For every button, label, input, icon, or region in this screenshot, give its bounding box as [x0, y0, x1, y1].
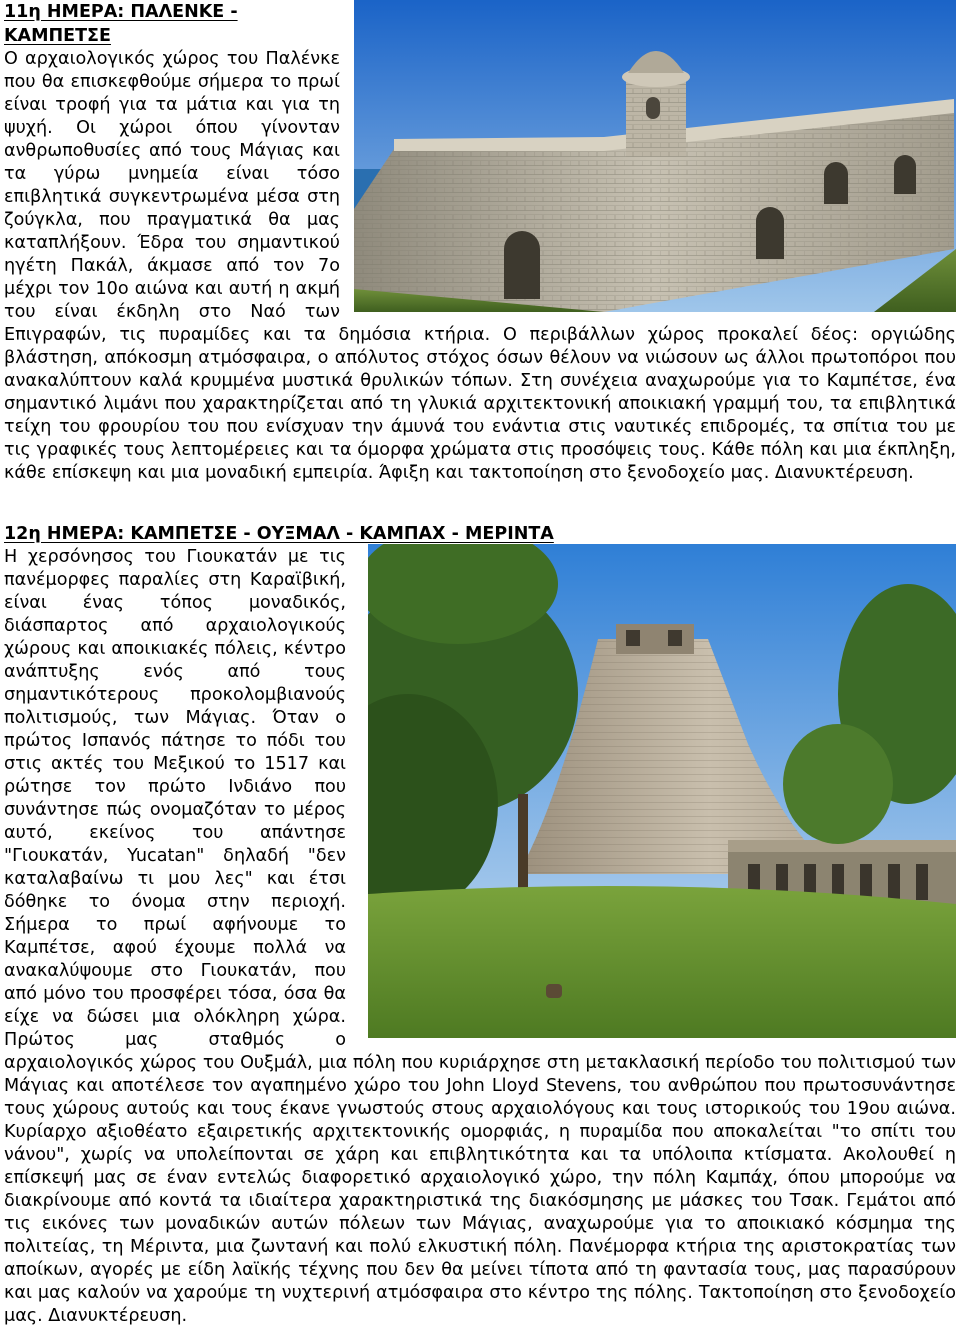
day-12-heading: 12η ΗΜΕΡΑ: ΚΑΜΠΕΤΣΕ - ΟΥΞΜΑΛ - ΚΑΜΠΑΧ - ΜΕΡΙΝΤΑ [4, 524, 554, 544]
pyramid-illustration [368, 544, 956, 1038]
fort-illustration [354, 0, 956, 312]
day-12-section [4, 522, 956, 1328]
pyramid-photo [368, 544, 956, 1038]
day-11-heading: 11η ΗΜΕΡΑ: ΠΑΛΕΝΚΕ - ΚΑΜΠΕΤΣΕ [4, 2, 238, 46]
day-11-section [4, 0, 956, 485]
day-11-paragraph: Ο αρχαιολογικός χώρος του Παλένκε που θα επισκεφθούμε σήμερα το πρωί είναι τροφή για τα μάτια και για τη ψυχή. Οι χώροι όπου γίνονταν ανθρωποθυσίες από τους Μάγιας και τα γύρω μνημεία είναι τόσο επιβλητικά συγκεντρωμένα μέσα στη ζούγκλα, που πραγματικά θα μας καταπλήξουν. Έδρα του σημαντικού ηγέτη Πακάλ, άκμασε από τον 7ο μέχρι τον 10ο αιώνα και αυτή η ακμή του είναι έκδηλη στο Ναό των Επιγραφών, τις πυραμίδες και τα δημόσια κτήρια. Ο περιβάλλων χώρος προκαλεί δέος: οργιώδης βλάστηση, απόκοσμη ατμόσφαιρα, ο απόλυτος στόχος όσων θέλουν να νιώσουν ως άλλοι πρωτοπόροι που ανακαλύπτουν καλά κρυμμένα μυστικά θρυλικών τόπων. Στη συνέχεια αναχωρούμε για το Καμπέτσε, ένα σημαντικό λιμάνι που χαρακτηρίζεται από τη γλυκιά αρχιτεκτονική αποικιακή γραμμή του, τα επιβλητικά τείχη του φρουρίου του που ενίσχυαν την άμυνά του ενάντια στις ναυτικές επιδρομές, τα σπίτια του με τις γραφικές τους λεπτομέρειες και τα όμορφα χρώματα στις προσόψεις τους. Κάθε πόλη και μια έκπληξη, κάθε επίσκεψη και μια μοναδική εμπειρία. Άφιξη και τακτοποίηση στο ξενοδοχείο μας. Διανυκτέρευση. [4, 49, 956, 483]
day-12-paragraph: Η χερσόνησος του Γιουκατάν με τις πανέμορφες παραλίες στη Καραϊβική, είναι ένας τόπος μοναδικός, διάσπαρτος από αρχαιολογικούς χώρους και αποικιακές πόλεις, κέντρο ανάπτυξης ενός από τους σημαντικότερους προκολομβιανούς πολιτισμούς, των Μάγιας. Όταν ο πρώτος Ισπανός πάτησε το πόδι του στις ακτές του Μεξικού το 1517 και ρώτησε τον πρώτο Ινδιάνο που συνάντησε πώς ονομαζόταν το μέρος αυτό, εκείνος του απάντησε "Γιουκατάν, Yucatan" δηλαδή "δεν καταλαβαίνω τι μου λες" και έτσι δόθηκε το όνομα στην περιοχή. Σήμερα το πρωί αφήνουμε το Καμπέτσε, αφού έχουμε πολλά να ανακαλύψουμε στο Γιουκατάν, που από μόνο του προσφέρει τόσα, όσα θα είχε να δώσει μια ολόκληρη χώρα. Πρώτος μας σταθμός ο αρχαιολογικός χώρος του Ουξμάλ, μια πόλη που κυριάρχησε στη μετακλασική περίοδο του πολιτισμού των Μάγιας και αποτέλεσε τον αγαπημένο χώρο του John Lloyd Stevens, του ανθρώπου που πρωτοσυνάντησε τους χώρους αυτούς και τους έκανε γνωστούς στους αρχαιολόγους και τους ιστορικούς του 19ου αιώνα. Κυρίαρχο αξιοθέατο εξαιρετικής αρχιτεκτονικής ομορφιάς, η πυραμίδα που αποκαλείται "το σπίτι του νάνου", χωρίς να υπολείπονται σε χάρη και επιβλητικότητα και τα υπόλοιπα κτίσματα. Ακολουθεί η επίσκεψή μας σε έναν εντελώς διαφορετικό αρχαιολογικό χώρο, την πόλη Καμπάχ, όπου μπορούμε να διακρίνουμε από κοντά τα ιδιαίτερα χαρακτηριστικά της διακόσμησης με μάσκες του Τσακ. Γεμάτοι από τις εικόνες των μοναδικών αυτών πόλεων των Μάγιας, αναχωρούμε για το αποικιακό κόσμημα της πολιτείας, τη Μέριντα, μια ζωντανή και πολύ ελκυστική πόλη. Πανέμορφα κτήρια της αριστοκρατίας των αποίκων, αγορές με είδη λαϊκής τέχνης που δεν θα μείνει τίποτα από τη φαντασία τους, μας παρασύρουν και μας καλούν να χαρούμε τη νυχτερινή ατμόσφαιρα στο κέντρο της πόλης. Τακτοποίηση στο ξενοδοχείο μας. Διανυκτέρευση. [4, 547, 956, 1326]
fort-photo [354, 0, 956, 312]
